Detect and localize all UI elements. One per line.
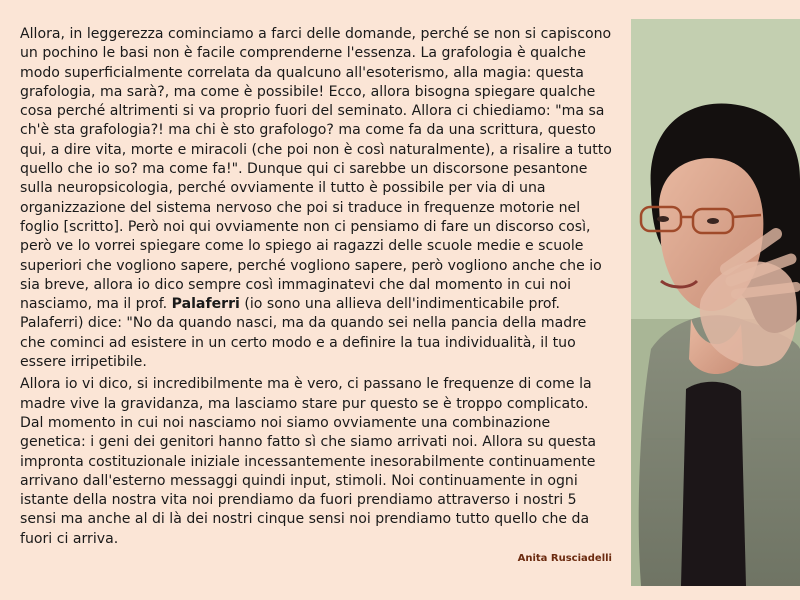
article-body bbox=[20, 25, 615, 552]
paragraph-2: Allora io vi dico, si incredibilmente ma è vero, ci passano le frequenze di come la madre vive la gravidanza, ma lasciamo stare pur questo se è troppo complicato. Dal momento in cui noi nasciamo noi siamo ovviamente una combinazione genetica: i geni dei genitori hanno fatto sì che siamo arrivati noi. Allora su questa impronta costituzionale iniziale incessantemente inesorabilmente continuamente arrivano dall'esterno messaggi quindi input, stimoli. Noi continuamente in ogni istante della nostra vita noi prendiamo da fuori prendiamo attraverso i nostri 5 sensi ma anche al di là dei nostri cinque sensi noi prendiamo tutto quello che da fuori ci arriva. bbox=[20, 376, 597, 547]
paragraph-1-text-a: Allora, in leggerezza cominciamo a farci delle domande, perché se non si capiscono un pochino le basi non è facile comprenderne l'essenza. La grafologia è qualche modo superficialmente correlata da qualcuno all'esoterismo, alla magia: questa grafologia, ma sarà?, ma come è possibile! Ecco, allora bisogna spiegare qualche cosa perché altrimenti si va proprio fuori del seminato. Allora ci chiediamo: "ma sa ch'è sta grafologia?! ma chi è sto grafologo? ma come fa da una scrittura, questo qui, a dire vita, morte e miracoli (che poi non è così naturalmente), a risalire a tutto quello che io so? ma come fa!". Dunque qui ci sarebbe un discorsone pesantone sulla neuropsicologia, perché ovviamente il tutto è possibile per via di una organizzazione del sistema nervoso che poi si traduce in frequenze motorie nel foglio [scritto]. Però noi qui ovviamente non ci pensiamo di fare un discorso così, però ve lo vorrei spiegare come lo spiego ai ragazzi delle scuole medie e scuole superiori che vogliono sapere, perché vogliono sapere, però vogliono anche che io sia breve, allora io dico sempre così immaginatevi che dal momento in cui noi nasciamo, ma il prof. bbox=[20, 26, 612, 313]
speaker-photo bbox=[631, 19, 800, 586]
author-name-bold: Palaferri bbox=[171, 296, 240, 313]
signature: Anita Rusciadelli bbox=[517, 553, 612, 564]
paragraph-1 bbox=[20, 25, 615, 372]
paragraph-1-text-b: (io sono una allieva dell'indimenticabile prof. Palaferri) dice: "No da quando nasci, ma da quando sei nella pancia della madre che cominci ad esistere in un certo modo e a definire la tua individualità, il tuo essere irripetibile. bbox=[20, 296, 587, 371]
